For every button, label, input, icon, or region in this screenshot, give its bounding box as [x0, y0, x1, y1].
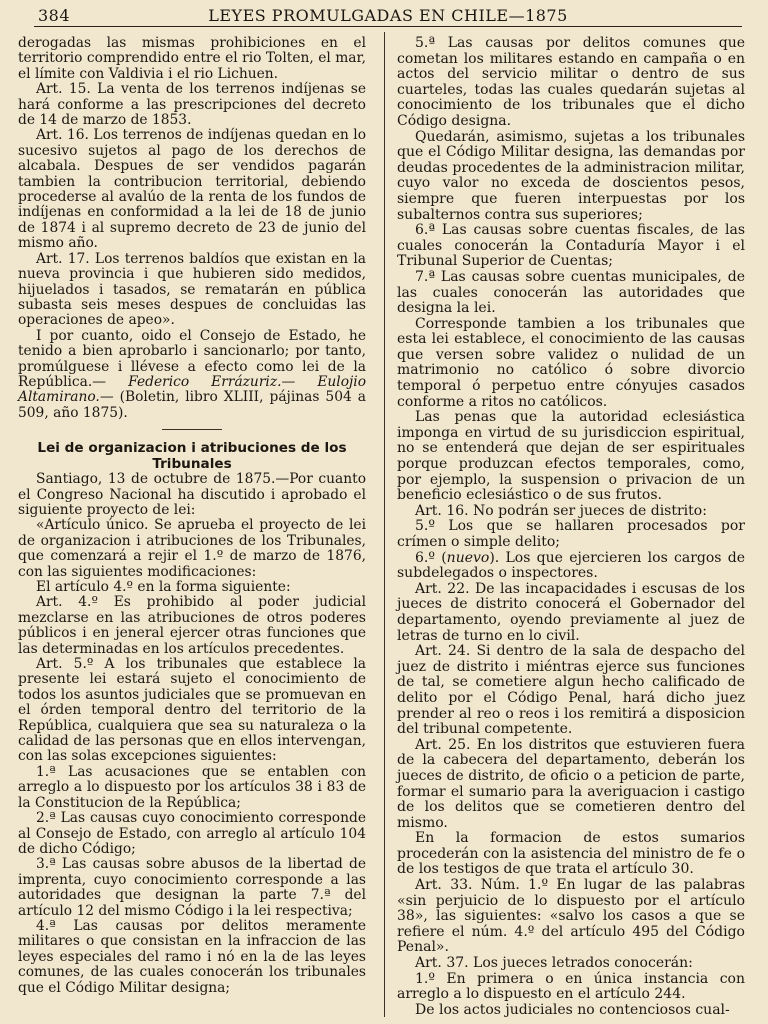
paragraph: 1.ª Las acusaciones que se entablen con arreglo a lo dispuesto por los artículos 38 i 83 de la Constitucion de la República; [18, 763, 366, 811]
paragraph: 5.º Los que se hallaren procesados por crímen o simple delito; [397, 518, 745, 550]
paragraph: 5.ª Las causas por delitos comunes que cometan los militares estando en campaña o en actos del servicio militar o dentro de sus cuarteles, todas las cuales quedarán sujetas al conocimiento de los tribunales que el dicho Código designa. [397, 35, 745, 129]
paragraph-text: I por cuanto, oido el Consejo de Estado, he tenido a bien aprobarlo i sancionarlo; por tanto, promúlguese i llévese a efecto como lei de la República.— [18, 327, 366, 390]
paragraph: 2.ª Las causas cuyo conocimiento corresponde al Consejo de Estado, con arreglo al artículo 104 de dicho Código; [18, 810, 366, 857]
paragraph: Art. 24. Si dentro de la sala de despacho del juez de distrito i miéntras ejerce sus funciones de tal, se cometiere algun hecho calificado de delito por el Código Penal, hará dicho juez prender al reo o reos i los remitirá a disposicion del tribunal competente. [397, 643, 745, 738]
paragraph: Art. 15. La venta de los terrenos indíjenas se hará conforme a las prescripciones del decreto de 14 de marzo de 1853. [18, 81, 366, 129]
paragraph: Art. 16. No podrán ser jueces de distrito: [415, 502, 707, 519]
paragraph: derogadas las mismas prohibiciones en el territorio comprendido entre el rio Tolten, el mar, el límite con Valdivia i el rio Lichuen. [18, 35, 366, 82]
paragraph: Quedarán, asimismo, sujetas a los tribunales que el Código Militar designa, las demandas por deudas procedentes de la administracion militar, cuyo valor no exceda de doscientos pesos, siempre que fueren interpuestas por los subalternos contra sus superiores; [397, 128, 745, 223]
page-number: 384 [38, 6, 71, 25]
paragraph: Art. 4.º Es prohibido al poder judicial mezclarse en las atribuciones de otros poderes públicos i en jeneral ejercer otras funciones que las determinadas en los artículos precedentes. [18, 594, 366, 657]
paragraph: 4.ª Las causas por delitos meramente militares o que consistan en la infraccion de las leyes especiales del ramo i nó en la de las leyes comunes, de las cuales conocerán los tribunales que el Código Militar designa; [18, 917, 366, 996]
promulgation-paragraph [18, 329, 366, 421]
item-suffix: ). Los que ejercieren los cargos de subdelegados o inspectores. [397, 549, 745, 582]
paragraph: «Artículo único. Se aprueba el proyecto de lei de organizacion i atribuciones de los Tribunales, que comenzará a rejir el 1.º de marzo de 1876, con las siguientes modificaciones: [18, 517, 366, 580]
paragraph: Art. 25. En los distritos que estuvieren fuera de la cabecera del departamento, deberán los jueces de distrito, de oficio o a peticion de parte, formar el sumario para la averiguacion i castigo de los delitos que se cometieren dentro del mismo. [397, 736, 745, 831]
paragraph: Art. 22. De las incapacidades i escusas de los jueces de distrito conocerá el Gobernador del departamento, oyendo previamente al juez de letras de turno en lo civil. [397, 580, 745, 644]
paragraph: De los actos judiciales no contenciosos cual- [415, 1001, 730, 1018]
paragraph: Art. 33. Núm. 1.º En lugar de las palabras «sin perjuicio de lo dispuesto por el artículo 38», las siguientes: «salvo los casos a que se refiere el núm. 4.º del artículo 495 del Código Penal». [397, 877, 745, 956]
bulletin-citation: — (Boletin, libro XLIII, pájinas 504 a 509, año 1875). [18, 389, 366, 421]
paragraph: 3.ª Las causas sobre abusos de la libertad de imprenta, cuyo conocimiento corresponde a las autoridades que designan la parte 7.ª del artículo 12 del mismo Código i la lei respectiva; [18, 856, 366, 919]
item-italic-note: nuevo [446, 549, 490, 566]
paragraph: En la formacion de estos sumarios procederán con la asistencia del ministro de fe o de los testigos de que trata el artículo 30. [397, 830, 745, 878]
section-rule [162, 429, 222, 430]
paragraph: Art. 37. Los jueces letrados conocerán: [415, 955, 693, 972]
paragraph: 1.º En primera o en única instancia con arreglo a lo dispuesto en el artículo 244. [397, 970, 745, 1003]
paragraph [397, 551, 745, 582]
left-column [18, 36, 366, 996]
paragraph: El artículo 4.º en la forma siguiente: [36, 579, 291, 595]
paragraph: Art. 5.º A los tribunales que establece la presente lei estará sujeto el conocimiento de todos los asuntos judiciales que se promuevan en el órden temporal dentro del territorio de la República, cualquiera que sea su naturaleza o la calidad de las personas que en ellos intervengan, con las solas excepciones siguientes: [18, 656, 366, 765]
paragraph: Corresponde tambien a los tribunales que esta lei establece, el conocimiento de las causas que versen sobre validez o nulidad de un matrimonio no católico ó sobre divorcio temporal ó perpetuo entre cónyujes casados conforme a ritos no católicos. [397, 315, 745, 410]
paragraph: Las penas que la autoridad eclesiástica imponga en virtud de su jurisdiccion espiritual, no se entenderá que dejan de ser espirituales porque produzcan efectos temporales, como, por ejemplo, la suspension o privacion de un beneficio eclesiástico o de sus frutos. [397, 409, 745, 504]
running-title: LEYES PROMULGADAS EN CHILE—1875 [208, 6, 568, 25]
item-prefix: 6.º ( [415, 549, 447, 566]
paragraph: 7.ª Las causas sobre cuentas municipales, de las cuales conocerán las autoridades que designa la lei. [397, 268, 745, 317]
paragraph: Santiago, 13 de octubre de 1875.—Por cuanto el Congreso Nacional ha discutido i aprobado el siguiente proyecto de lei: [18, 471, 366, 518]
column-divider [384, 32, 385, 1017]
signature-altamirano: Eulojio Altamirano. [18, 373, 367, 406]
signature-errazuriz: Federico Errázuriz.— [128, 373, 296, 390]
paragraph: Art. 17. Los terrenos baldíos que existan en la nueva provincia i que hubieren sido medidos, hijuelados i tasados, se rematarán en pública subasta seis meses despues de concluidas las operaciones de apeo». [18, 250, 366, 329]
right-column [397, 36, 745, 1018]
paragraph: 6.ª Las causas sobre cuentas fiscales, de las cuales conocerán la Contaduría Mayor i el Tribunal Superior de Cuentas; [397, 222, 745, 270]
page-header [34, 4, 742, 27]
section-title: Lei de organizacion i atribuciones de los Tribunales [37, 440, 347, 473]
paragraph: Art. 16. Los terrenos de indíjenas quedan en lo sucesivo sujetos al pago de los derechos de alcabala. Despues de ser vendidos pagarán tambien la contribucion territorial, debiendo procederse al avalúo de la renta de los fundos de indíjenas en conformidad a la lei de 18 de junio de 1874 i al supremo decreto de 23 de junio del mismo año. [18, 127, 366, 252]
